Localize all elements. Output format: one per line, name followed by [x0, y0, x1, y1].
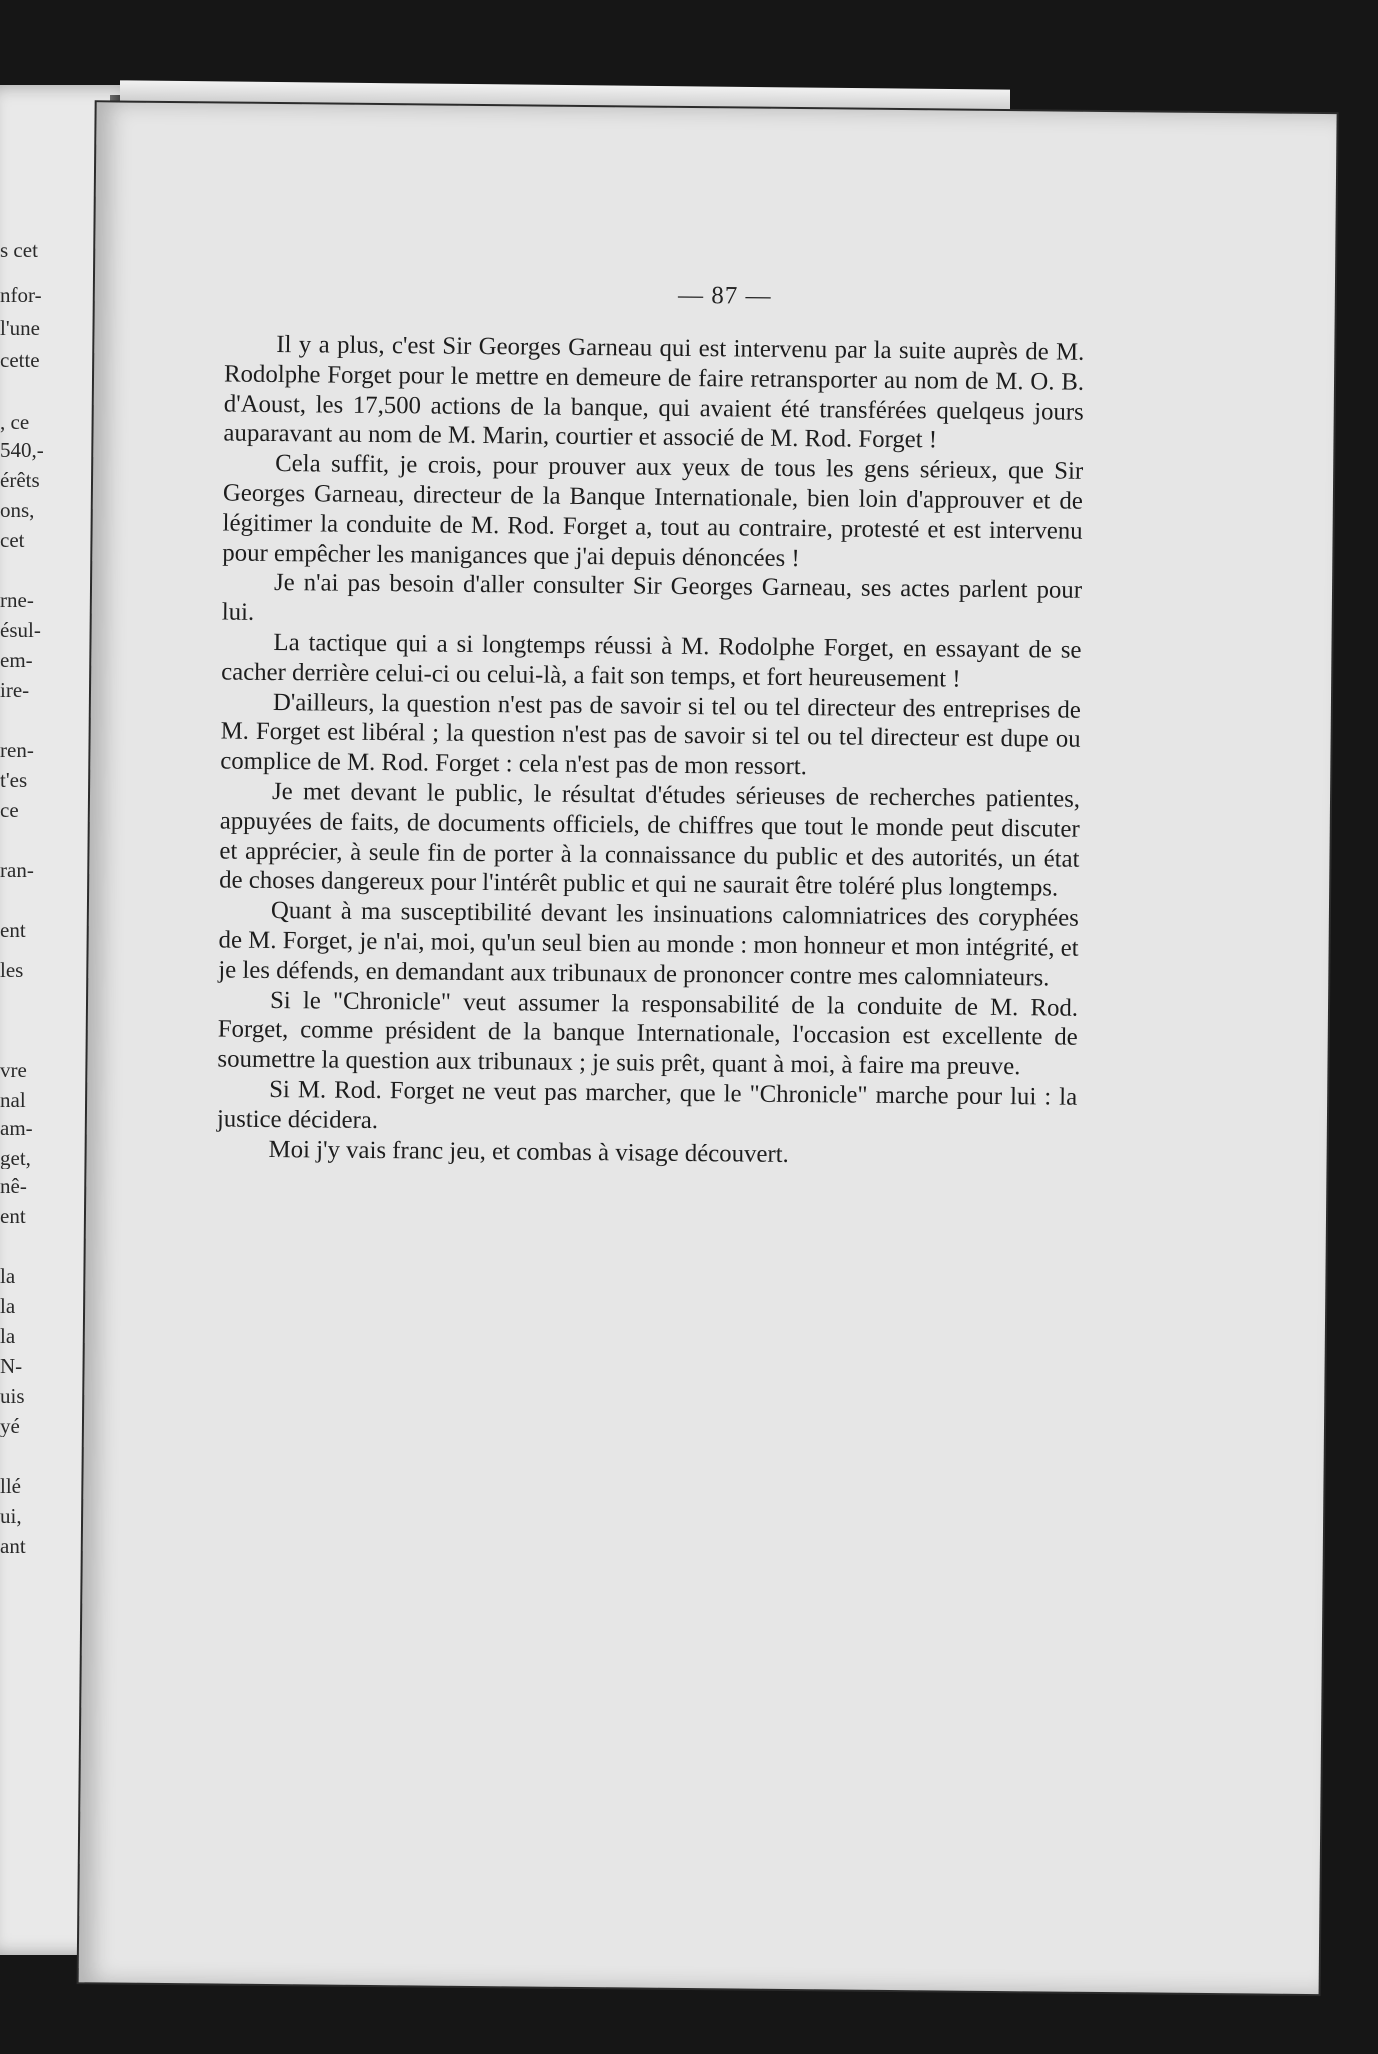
left-page-fragment-text: l'une — [0, 318, 40, 339]
left-page-fragment-text: ire- — [0, 680, 30, 701]
paragraph: Moi j'y vais franc jeu, et combas à visage découvert. — [268, 1135, 789, 1168]
left-page-fragment-text: yé — [0, 1416, 20, 1437]
main-page — [79, 102, 1337, 1994]
left-page-fragment-text: nfor- — [0, 285, 42, 306]
body-text — [216, 330, 1084, 1173]
left-page-fragment-text: em- — [0, 650, 33, 671]
left-page-fragment-text: nê- — [0, 1176, 27, 1197]
left-page-fragment-text: vre — [0, 1060, 27, 1081]
paragraph: Cela suffit, je crois, pour prouver aux yeux de tous les gens sérieux, que Sir Georges Garneau, directeur de la Banque Internationale, bien loin d'approuver et de légitimer la conduite de M. Rod. Forget a, tout au contraire, protesté et est intervenu pour empêcher les manigances que j'ai depuis dénoncées ! — [222, 450, 1084, 572]
left-page-fragment-text: llé — [0, 1476, 21, 1497]
paragraph: Quant à ma susceptibilité devant les insinuations calomniatrices des coryphées de M. Forget, je n'ai, moi, qu'un seul bien au monde : mon honneur et mon intégrité, et je les défends, en demandant aux tribunaux de prononcer contre mes calomniateurs. — [218, 897, 1080, 992]
paragraph: Il y a plus, c'est Sir Georges Garneau qui est intervenu par la suite auprès de M. Rodolphe Forget pour le mettre en demeure de faire retransporter au nom de M. O. B. d'Aoust, les 17,500 actions de la banque, qui avaient été transférées quelqeus jours auparavant au nom de M. Marin, courtier et associé de M. Rod. Forget ! — [223, 331, 1085, 454]
left-page-fragment-text: rne- — [0, 590, 34, 611]
left-page-fragment-text: ons, — [0, 500, 35, 521]
paragraph: Je n'ai pas besoin d'aller consulter Sir Georges Garneau, ses actes parlent pour lui. — [221, 569, 1083, 626]
left-page-fragment-text: am- — [0, 1118, 33, 1139]
left-page-fragment-text: s cet — [0, 240, 38, 261]
paragraph: Je met devant le public, le résultat d'études sérieuses de recherches patientes, appuyées de faits, de documents officiels, de chiffres que tout le monde peut discuter et apprécier, à seule fin de porter à la connaissance du public et des autorités, un état de choses dangereux pour l'intérêt public et qui ne saurait être toléré plus longtemps. — [219, 777, 1081, 902]
left-page-fragment-text: get, — [0, 1148, 31, 1169]
left-page-fragment-text: la — [0, 1326, 16, 1347]
left-page-fragment-text: les — [0, 960, 24, 981]
left-page-fragment-text: 540,- — [0, 440, 44, 461]
left-page-fragment-text: la — [0, 1296, 16, 1317]
left-page-fragment-text: ésul- — [0, 620, 41, 641]
left-page-fragment-text: érêts — [0, 470, 40, 491]
left-page-fragment-text: ce — [0, 800, 19, 821]
paragraph: La tactique qui a si longtemps réussi à M. Rodolphe Forget, en essayant de se cacher derrière celui-ci ou celui-là, a fait son temps, et fort heureusement ! — [221, 628, 1082, 693]
left-page-fragment-text: , ce — [0, 412, 30, 433]
left-page-fragment-text: ent — [0, 1206, 26, 1227]
left-page-fragment-text: ui, — [0, 1506, 22, 1527]
left-page-fragment-text: ren- — [0, 740, 34, 761]
paragraph: D'ailleurs, la question n'est pas de savoir si tel ou tel directeur des entreprises de M. Forget est libéral ; la question n'est pas de savoir si tel ou tel directeur est dupe ou complice de M. Rod. Forget : cela n'est pas de mon ressort. — [220, 688, 1082, 781]
left-page-fragment-text: cet — [0, 530, 25, 551]
left-page-fragment-text: ant — [0, 1536, 26, 1557]
left-page-fragment-text: uis — [0, 1386, 25, 1407]
page-number: — 87 — — [677, 281, 772, 310]
paragraph: Si le "Chronicle" veut assumer la responsabilité de la conduite de M. Rod. Forget, comme président de la banque Internationale, l'occasion est excellente de soumettre la question aux tribunaux ; je suis prêt, quant à moi, à faire ma preuve. — [217, 986, 1079, 1081]
paragraph: Si M. Rod. Forget ne veut pas marcher, que le "Chronicle" marche pour lui : la justice décidera. — [216, 1075, 1078, 1134]
left-page-fragment-text: ran- — [0, 860, 34, 881]
left-page-fragment-text: nal — [0, 1090, 26, 1111]
left-page-fragment-text: t'es — [0, 770, 28, 791]
left-page-fragment-text: ent — [0, 920, 26, 941]
left-page-fragment-text: cette — [0, 350, 40, 371]
left-page-fragment-text: la — [0, 1266, 16, 1287]
left-page-fragment-text: N- — [0, 1356, 23, 1377]
